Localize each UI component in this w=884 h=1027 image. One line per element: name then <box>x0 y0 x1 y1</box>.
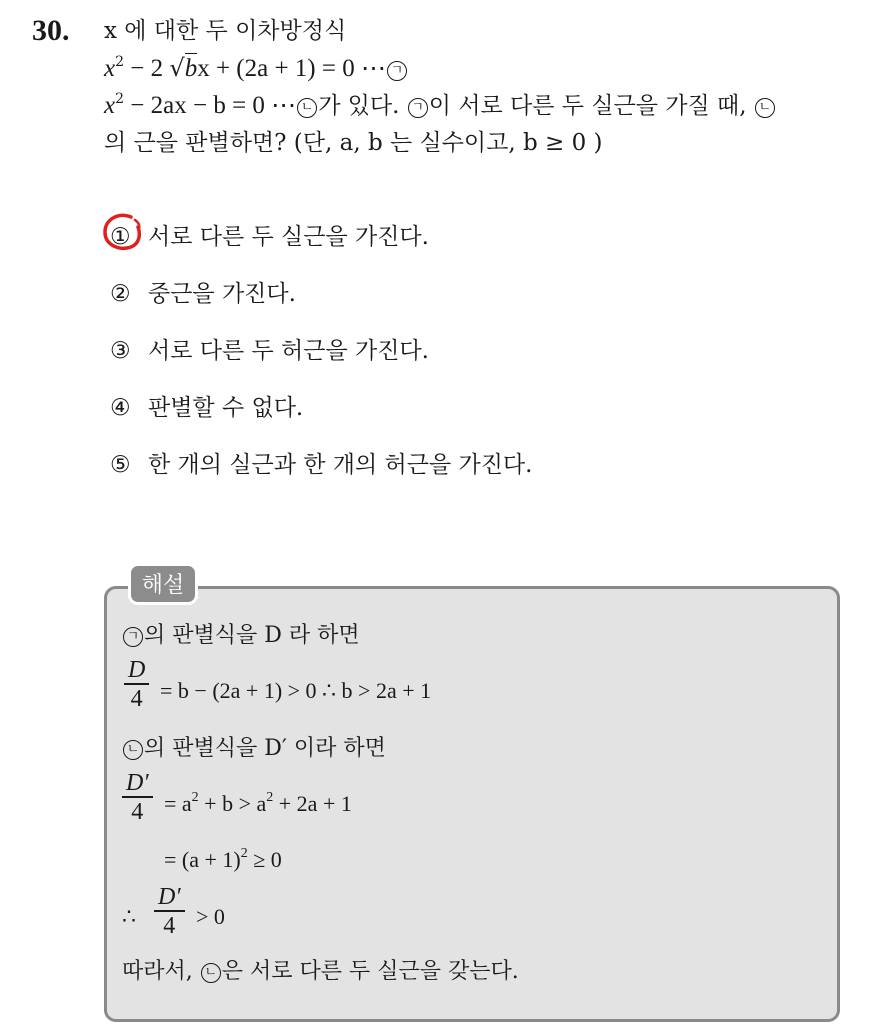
sol-frac-2-numerator: D′ <box>126 770 149 796</box>
sol-l4-exp-2: 2 <box>266 790 274 805</box>
choice-1[interactable] <box>110 222 429 252</box>
choice-5-number: ⑤ <box>110 452 131 478</box>
sol-frac-1-numerator: D <box>128 657 146 683</box>
eq1-exp: 2 <box>115 54 125 70</box>
eq2-rest: − 2ax − b = 0 ⋯ <box>124 92 297 119</box>
sol-therefore-symbol: ∴ <box>122 904 136 929</box>
choice-2-number: ② <box>110 281 131 307</box>
equation-1 <box>104 53 408 84</box>
sol-frac-2-denominator: 4 <box>131 798 144 825</box>
sol-marker-nieun: ㄴ <box>123 740 143 760</box>
choice-2[interactable] <box>110 279 296 309</box>
sol-frac-1-denominator: 4 <box>130 685 143 712</box>
choice-5-text: 한 개의 실근과 한 개의 허근을 가진다. <box>148 452 533 478</box>
eq1-term: − 2 <box>124 55 170 82</box>
choice-3-text: 서로 다른 두 허근을 가진다. <box>148 338 429 364</box>
question-condition: 의 근을 판별하면? (단, a, b 는 실수이고, b ≥ 0 ) <box>104 130 603 156</box>
sol-l4-b: + b > a <box>198 791 267 816</box>
solution-conclusion <box>122 958 519 986</box>
sol-l5-b: ≥ 0 <box>247 847 282 872</box>
eq2-tail-2: 이 서로 다른 두 실근을 가질 때, <box>428 93 754 119</box>
eq2-marker-giyeok: ㄱ <box>408 98 428 118</box>
eq2-tail-1: 가 있다. <box>318 93 407 119</box>
solution-line-3 <box>122 735 386 763</box>
sol-l4-a: = a <box>164 791 192 816</box>
question-intro: x 에 대한 두 이차방정식 <box>104 18 347 44</box>
sol-l5-a: = (a + 1) <box>164 847 241 872</box>
eq2-marker-nieun: ㄴ <box>297 98 317 118</box>
choice-5[interactable] <box>110 450 532 480</box>
sol-line-6-rest: > 0 <box>196 904 225 929</box>
eq1-radical: √ <box>169 54 185 82</box>
sol-line-5 <box>164 846 282 874</box>
sol-frac-3-numerator: D′ <box>158 884 181 910</box>
solution-tab-label: 해설 <box>128 563 198 605</box>
sol-l5-exp: 2 <box>240 846 248 861</box>
sol-l7-a: 따라서, <box>122 959 200 984</box>
eq1-var: x <box>104 55 116 82</box>
sol-l4-exp-1: 2 <box>191 790 199 805</box>
eq2-exp: 2 <box>115 91 125 107</box>
choice-1-text: 서로 다른 두 실근을 가진다. <box>148 224 429 250</box>
sol-line-3-text: 의 판별식을 D′ 이라 하면 <box>144 736 386 761</box>
sol-l4-c: + 2a + 1 <box>273 791 352 816</box>
sol-line-1-text: 의 판별식을 D 라 하면 <box>144 623 360 648</box>
sol-fraction-3 <box>154 884 185 940</box>
eq1-marker-giyeok: ㄱ <box>387 61 407 81</box>
choice-4[interactable] <box>110 393 303 423</box>
sol-fraction-1 <box>124 657 149 713</box>
choice-4-text: 판별할 수 없다. <box>148 395 304 421</box>
sol-fraction-2 <box>122 770 153 826</box>
sol-l7-marker-nieun: ㄴ <box>201 963 221 983</box>
eq2-marker-nieun-2: ㄴ <box>755 98 775 118</box>
choice-3-number: ③ <box>110 338 131 364</box>
choice-1-number: ① <box>110 224 131 250</box>
eq1-radicand: b <box>184 55 198 82</box>
eq1-rest: x + (2a + 1) = 0 ⋯ <box>197 55 386 82</box>
sol-l7-b: 은 서로 다른 두 실근을 갖는다. <box>221 959 519 984</box>
choice-4-number: ④ <box>110 395 131 421</box>
eq2-var: x <box>104 92 116 119</box>
question-number: 30. <box>32 14 70 47</box>
choice-3[interactable] <box>110 336 429 366</box>
sol-line-4-rest <box>164 790 352 818</box>
choice-2-text: 중근을 가진다. <box>148 281 296 307</box>
solution-line-1 <box>122 622 360 650</box>
sol-marker-giyeok: ㄱ <box>123 627 143 647</box>
equation-2 <box>104 91 776 121</box>
sol-line-2-rest: = b − (2a + 1) > 0 ∴ b > 2a + 1 <box>160 678 432 703</box>
sol-frac-3-denominator: 4 <box>163 912 176 939</box>
